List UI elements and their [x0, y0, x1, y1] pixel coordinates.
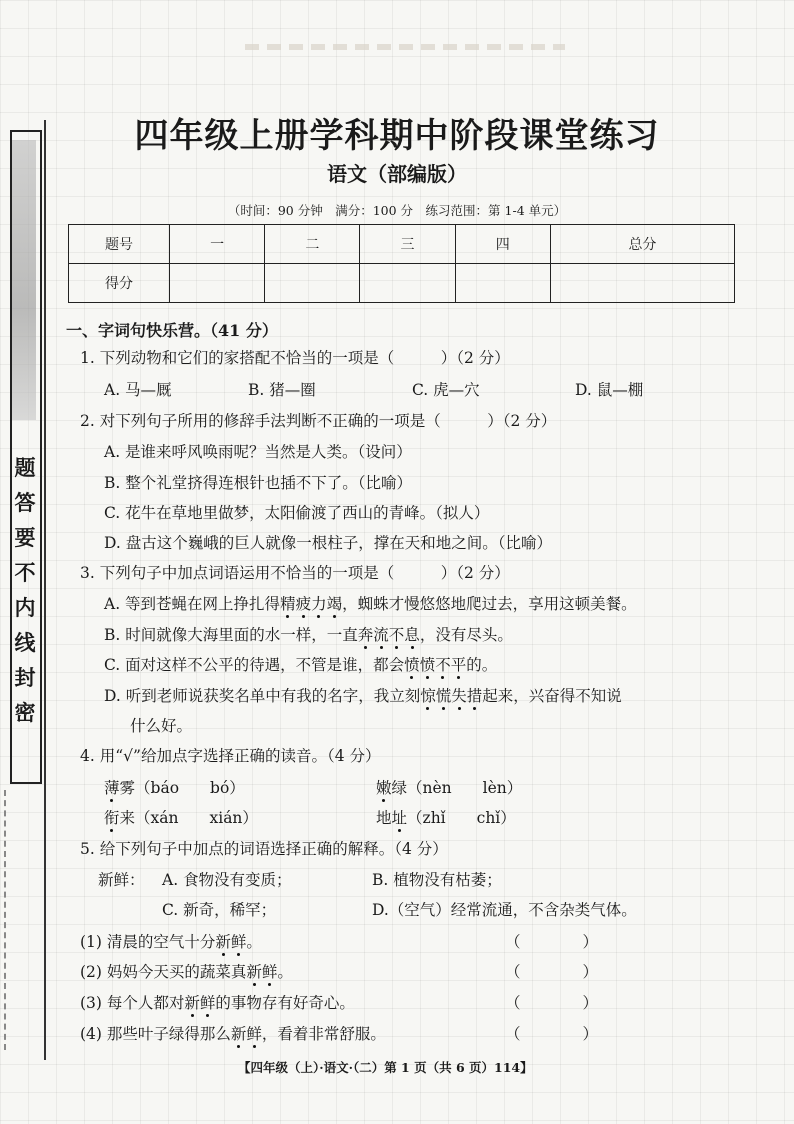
scan-smudge	[245, 44, 565, 50]
q3-option-a[interactable]: A. 等到苍蝇在网上挣扎得精疲力竭，蜘蛛才慢悠悠地爬过去，享用这顿美餐。	[104, 595, 637, 613]
pinyin-choices: （nèn lèn）	[407, 779, 523, 797]
pinyin-choices: （báo bó）	[135, 779, 245, 797]
emphasis-dot-char: 息	[404, 626, 420, 644]
q4-item-3[interactable]: 衔来（xán xián）	[104, 809, 258, 827]
emphasis-dot-char: 新	[215, 933, 231, 951]
pinyin-choices: （xán xián）	[135, 809, 258, 827]
dotted-word	[184, 994, 215, 1012]
emphasis-dot-char: 不	[435, 656, 451, 674]
score-header-label: 题号	[69, 225, 170, 264]
page-footer: 【四年级（上）·语文·（二）第 1 页（共 6 页）114】	[238, 1060, 533, 1075]
emphasis-dot-char: 鲜	[261, 963, 278, 981]
emphasis-dot-char: 嫩	[376, 779, 392, 797]
q5-sentence-2: (2) 妈妈今天买的蔬菜真新鲜。	[80, 963, 293, 981]
emphasis-dot-char: 鲜	[230, 933, 247, 951]
emphasis-dot-char: 流	[373, 626, 389, 644]
emphasis-dot-char: 慌	[435, 687, 452, 705]
emphasis-dot-char: 精	[280, 595, 296, 613]
dotted-word	[215, 933, 246, 951]
q4-item-2[interactable]: 嫩绿（nèn lèn）	[376, 779, 523, 797]
emphasis-dot-char: 新	[184, 994, 200, 1012]
q2-option-b[interactable]: B. 整个礼堂挤得连根针也插不下了。（比喻）	[104, 474, 412, 492]
emphasis-dot-char: 薄	[104, 779, 120, 797]
emphasis-dot-char: 力	[311, 595, 327, 613]
score-column: 一	[170, 225, 265, 264]
page-subtitle: 语文（部编版）	[327, 162, 467, 186]
q3-stem: 3. 下列句子中加点词语运用不恰当的一项是（ ）（2 分）	[80, 564, 510, 582]
score-column: 三	[360, 225, 455, 264]
emphasis-dot-char: 措	[466, 687, 483, 705]
dotted-word	[404, 656, 466, 674]
section-1-title: 一、字词句快乐营。（41 分）	[66, 321, 278, 340]
q1-option-d[interactable]: D. 鼠—棚	[575, 381, 644, 399]
q1-stem: 1. 下列动物和它们的家搭配不恰当的一项是（ ）（2 分）	[80, 349, 510, 367]
dotted-word	[246, 963, 277, 981]
q5-sentence-3: (3) 每个人都对新鲜的事物存有好奇心。	[80, 994, 355, 1012]
emphasis-dot-char: 愤	[419, 656, 436, 674]
dotted-char	[104, 809, 120, 827]
score-column: 四	[455, 225, 550, 264]
dotted-word	[420, 687, 482, 705]
q5-def-a: A. 食物没有变质；	[162, 871, 292, 889]
q3-option-c[interactable]: C. 面对这样不公平的待遇，不管是谁，都会愤愤不平的。	[104, 656, 498, 674]
score-cell[interactable]	[550, 264, 734, 303]
emphasis-dot-char: 鲜	[199, 994, 216, 1012]
score-cell[interactable]	[265, 264, 360, 303]
answer-blank[interactable]: （ ）	[505, 933, 599, 951]
dotted-word	[231, 1025, 262, 1043]
q1-option-a[interactable]: A. 马—厩	[104, 381, 172, 399]
q1-option-c[interactable]: C. 虎—穴	[412, 381, 480, 399]
score-table-header-row	[69, 225, 735, 264]
emphasis-dot-char: 新	[246, 963, 262, 981]
emphasis-dot-char: 惊	[420, 687, 436, 705]
q5-stem: 5. 给下列句子中加点的词语选择正确的解释。（4 分）	[80, 840, 448, 858]
q1-option-b[interactable]: B. 猪—圈	[248, 381, 316, 399]
emphasis-dot-char: 失	[451, 687, 467, 705]
q4-item-1[interactable]: 薄雾（báo bó）	[104, 779, 245, 797]
answer-blank[interactable]: （ ）	[505, 1025, 599, 1043]
emphasis-dot-char: 不	[388, 626, 405, 644]
score-cell[interactable]	[360, 264, 455, 303]
q5-def-d: D.（空气）经常流通，不含杂类气体。	[372, 901, 637, 919]
dotted-char	[392, 809, 408, 827]
emphasis-dot-char: 竭	[326, 595, 343, 613]
q5-sentence-4: (4) 那些叶子绿得那么新鲜，看着非常舒服。	[80, 1025, 386, 1043]
dotted-word	[358, 626, 420, 644]
emphasis-dot-char: 平	[450, 656, 467, 674]
answer-blank[interactable]: （ ）	[505, 994, 599, 1012]
q5-def-c: C. 新奇，稀罕；	[162, 901, 277, 919]
score-row-label: 得分	[69, 264, 170, 303]
score-table-score-row	[69, 264, 735, 303]
dotted-word	[280, 595, 342, 613]
q3-option-b[interactable]: B. 时间就像大海里面的水一样，一直奔流不息，没有尽头。	[104, 626, 513, 644]
q5-def-b: B. 植物没有枯萎；	[372, 871, 502, 889]
score-column: 总分	[550, 225, 734, 264]
q3-option-d-continued: 什么好。	[130, 717, 193, 735]
dotted-char	[376, 779, 392, 797]
cut-line	[4, 790, 8, 1050]
q2-option-d[interactable]: D. 盘古这个巍峨的巨人就像一根柱子，撑在天和地之间。（比喻）	[104, 534, 552, 552]
q5-term: 新鲜：	[98, 871, 145, 889]
emphasis-dot-char: 衔	[104, 809, 120, 827]
score-table	[68, 224, 735, 303]
score-cell[interactable]	[170, 264, 265, 303]
seal-line-text: 题 答 要 不 内 线 封 密	[14, 455, 36, 725]
dotted-char	[104, 779, 120, 797]
emphasis-dot-char: 疲	[295, 595, 312, 613]
emphasis-dot-char: 奔	[357, 626, 374, 644]
q4-stem: 4. 用“√”给加点字选择正确的读音。（4 分）	[80, 747, 381, 765]
emphasis-dot-char: 新	[230, 1025, 247, 1043]
emphasis-dot-char: 鲜	[246, 1025, 262, 1043]
score-column: 二	[265, 225, 360, 264]
exam-info: （时间：90 分钟 满分：100 分 练习范围：第 1-4 单元）	[227, 203, 567, 218]
score-cell[interactable]	[455, 264, 550, 303]
q2-option-a[interactable]: A. 是谁来呼风唤雨呢？当然是人类。（设问）	[104, 443, 412, 461]
q3-option-d[interactable]: D. 听到老师说获奖名单中有我的名字，我立刻惊慌失措起来，兴奋得不知说	[104, 687, 622, 705]
page-title: 四年级上册学科期中阶段课堂练习	[134, 116, 660, 156]
pinyin-choices: （zhǐ chǐ）	[407, 809, 516, 827]
q5-sentence-1: (1) 清晨的空气十分新鲜。	[80, 933, 262, 951]
answer-blank[interactable]: （ ）	[505, 963, 599, 981]
q2-stem: 2. 对下列句子所用的修辞手法判断不正确的一项是（ ）（2 分）	[80, 412, 557, 430]
emphasis-dot-char: 愤	[404, 656, 420, 674]
emphasis-dot-char: 址	[391, 809, 408, 827]
q4-item-4[interactable]: 地址（zhǐ chǐ）	[376, 809, 516, 827]
q2-option-c[interactable]: C. 花牛在草地里做梦，太阳偷渡了西山的青峰。（拟人）	[104, 504, 490, 522]
